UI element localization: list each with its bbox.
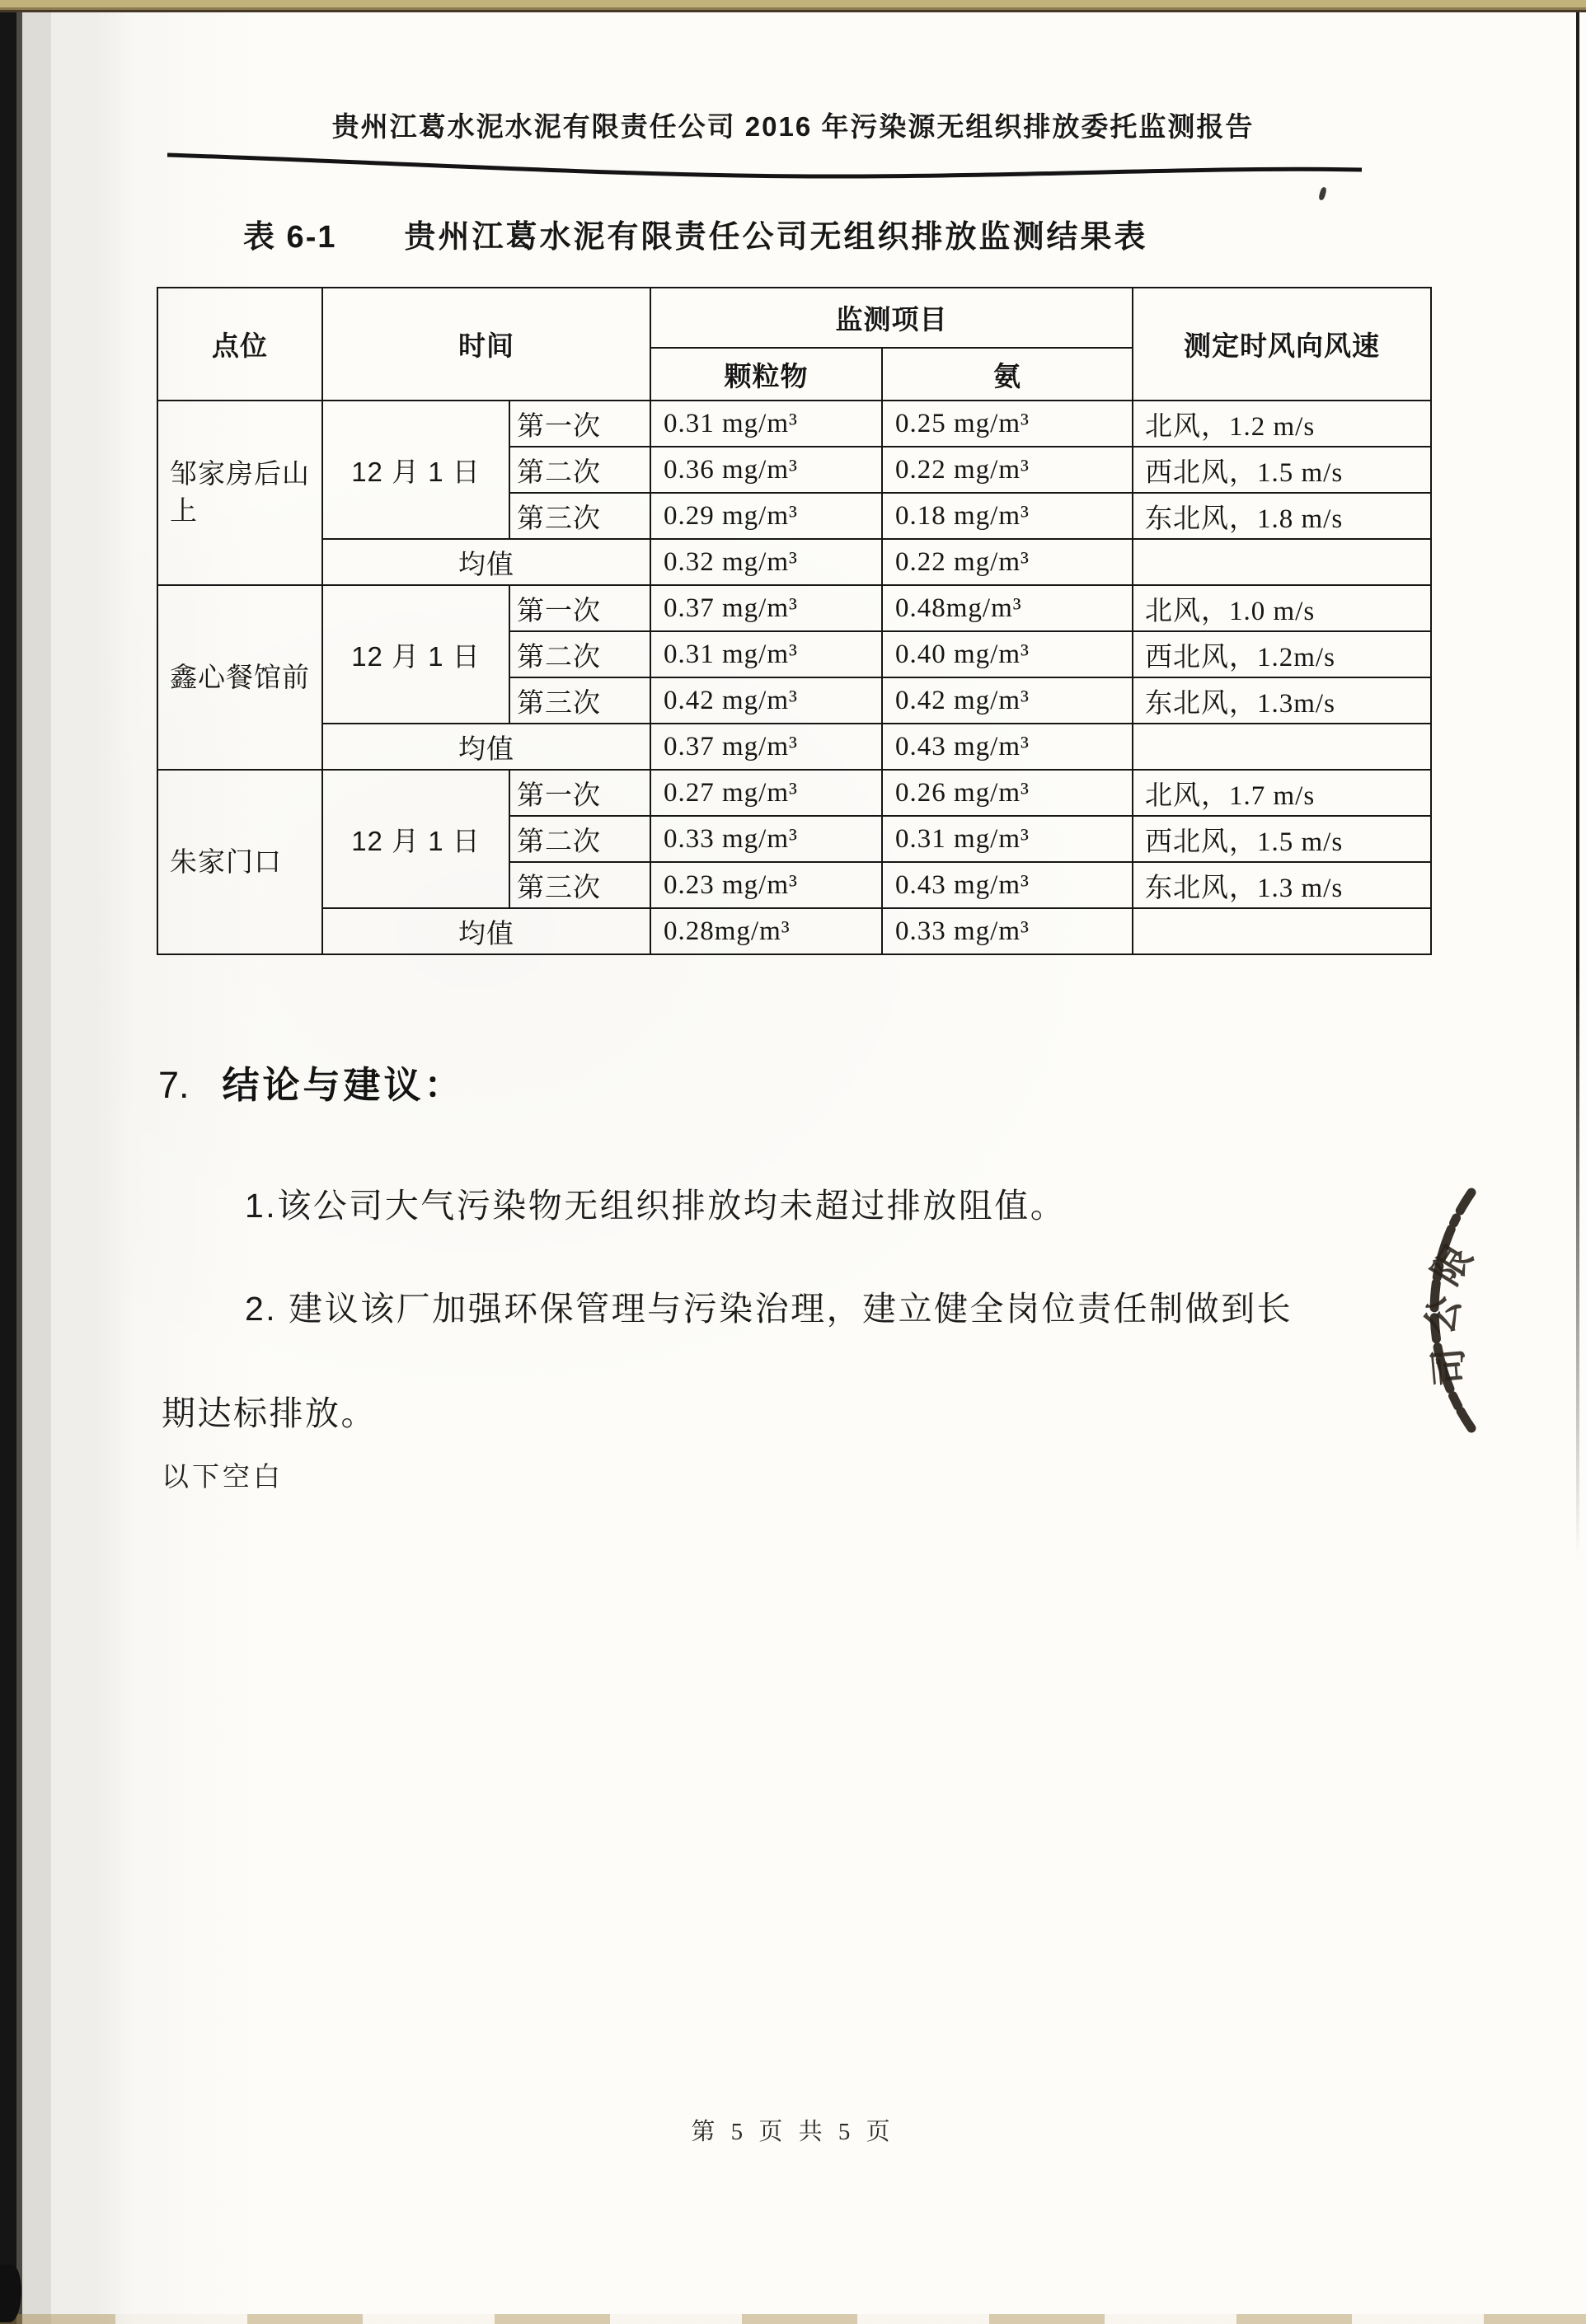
pm-mean: 0.28mg/m³	[650, 908, 882, 954]
wind-value: 西北风，1.5 m/s	[1133, 447, 1431, 493]
table-row-mean	[157, 908, 1431, 954]
sample-date: 12 月 1 日	[322, 401, 509, 539]
nh3-value: 0.18 mg/m³	[882, 493, 1133, 539]
sample-seq: 第三次	[509, 677, 650, 724]
header-items: 监测项目	[650, 288, 1133, 348]
nh3-value: 0.31 mg/m³	[882, 816, 1133, 862]
nh3-value: 0.25 mg/m³	[882, 401, 1133, 447]
conclusion-paragraph-1: 1.该公司大气污染物无组织排放均未超过排放阻值。	[245, 1187, 1067, 1225]
sample-seq: 第二次	[509, 816, 650, 862]
wind-value: 北风，1.7 m/s	[1133, 770, 1431, 816]
wind-mean-empty	[1133, 539, 1431, 585]
stamp-character: 公	[1417, 1291, 1468, 1339]
pm-mean: 0.37 mg/m³	[650, 724, 882, 770]
nh3-mean: 0.22 mg/m³	[882, 539, 1133, 585]
conclusion-paragraph-2-line2: 期达标排放。	[162, 1394, 377, 1432]
document-header-title: 贵州江葛水泥水泥有限责任公司 2016 年污染源无组织排放委托监测报告	[331, 111, 1255, 142]
sample-date: 12 月 1 日	[322, 770, 509, 908]
header-site: 点位	[157, 288, 322, 401]
nh3-mean: 0.43 mg/m³	[882, 724, 1133, 770]
table-caption-label: 表 6-1	[243, 220, 337, 255]
nh3-value: 0.48mg/m³	[882, 585, 1133, 631]
mean-label: 均值	[322, 908, 650, 954]
sample-date: 12 月 1 日	[322, 585, 509, 724]
section7-heading	[158, 1055, 465, 1108]
stamp-character: 限	[1424, 1237, 1480, 1292]
blank-below-note: 以下空白	[162, 1461, 284, 1492]
wind-value: 东北风，1.3 m/s	[1133, 862, 1431, 908]
scan-edge-bottom	[0, 2314, 1586, 2324]
wind-value: 东北风，1.8 m/s	[1133, 493, 1431, 539]
header-particulate: 颗粒物	[650, 348, 882, 401]
monitoring-results-table	[157, 287, 1432, 955]
pm-value: 0.29 mg/m³	[650, 493, 882, 539]
wind-value: 西北风，1.2m/s	[1133, 631, 1431, 677]
pm-value: 0.31 mg/m³	[650, 401, 882, 447]
header-ammonia: 氨	[882, 348, 1133, 401]
sample-seq: 第三次	[509, 493, 650, 539]
table-row	[157, 401, 1431, 447]
nh3-value: 0.40 mg/m³	[882, 631, 1133, 677]
section7-number: 7.	[158, 1064, 190, 1106]
pm-value: 0.27 mg/m³	[650, 770, 882, 816]
sample-seq: 第一次	[509, 770, 650, 816]
site-name: 邹家房后山上	[157, 401, 322, 585]
sample-seq: 第二次	[509, 447, 650, 493]
nh3-value: 0.43 mg/m³	[882, 862, 1133, 908]
pm-mean: 0.32 mg/m³	[650, 539, 882, 585]
header-time: 时间	[322, 288, 650, 401]
wind-mean-empty	[1133, 908, 1431, 954]
nh3-value: 0.42 mg/m³	[882, 677, 1133, 724]
scan-edge-right	[1576, 8, 1579, 1558]
mean-label: 均值	[322, 724, 650, 770]
stamp-character: 司	[1426, 1346, 1472, 1388]
pm-value: 0.23 mg/m³	[650, 862, 882, 908]
ink-speck	[1318, 186, 1327, 200]
header-wind: 测定时风向风速	[1133, 288, 1431, 401]
site-name: 朱家门口	[157, 770, 322, 954]
wind-mean-empty	[1133, 724, 1431, 770]
pm-value: 0.33 mg/m³	[650, 816, 882, 862]
table-row	[157, 770, 1431, 816]
pm-value: 0.36 mg/m³	[650, 447, 882, 493]
conclusion-paragraph-2-line1: 2. 建议该厂加强环保管理与污染治理，建立健全岗位责任制做到长	[245, 1290, 1293, 1328]
pm-value: 0.37 mg/m³	[650, 585, 882, 631]
nh3-value: 0.26 mg/m³	[882, 770, 1133, 816]
wind-value: 北风，1.0 m/s	[1133, 585, 1431, 631]
section7-title: 结论与建议：	[222, 1064, 465, 1106]
scan-edge-left	[0, 0, 132, 2324]
table-row	[157, 585, 1431, 631]
table-caption-title: 贵州江葛水泥有限责任公司无组织排放监测结果表	[404, 220, 1148, 255]
table-row-mean	[157, 724, 1431, 770]
page-number-footer: 第 5 页 共 5 页	[691, 2119, 895, 2145]
mean-label: 均值	[322, 539, 650, 585]
table-caption	[243, 211, 1148, 256]
pm-value: 0.31 mg/m³	[650, 631, 882, 677]
sample-seq: 第一次	[509, 401, 650, 447]
wind-value: 东北风，1.3m/s	[1133, 677, 1431, 724]
table-row-mean	[157, 539, 1431, 585]
pm-value: 0.42 mg/m³	[650, 677, 882, 724]
scan-edge-top	[0, 0, 1586, 15]
sample-seq: 第三次	[509, 862, 650, 908]
site-name: 鑫心餐馆前	[157, 585, 322, 770]
nh3-mean: 0.33 mg/m³	[882, 908, 1133, 954]
wind-value: 西北风，1.5 m/s	[1133, 816, 1431, 862]
sample-seq: 第二次	[509, 631, 650, 677]
header-underline	[165, 147, 1368, 185]
nh3-value: 0.22 mg/m³	[882, 447, 1133, 493]
sample-seq: 第一次	[509, 585, 650, 631]
wind-value: 北风，1.2 m/s	[1133, 401, 1431, 447]
